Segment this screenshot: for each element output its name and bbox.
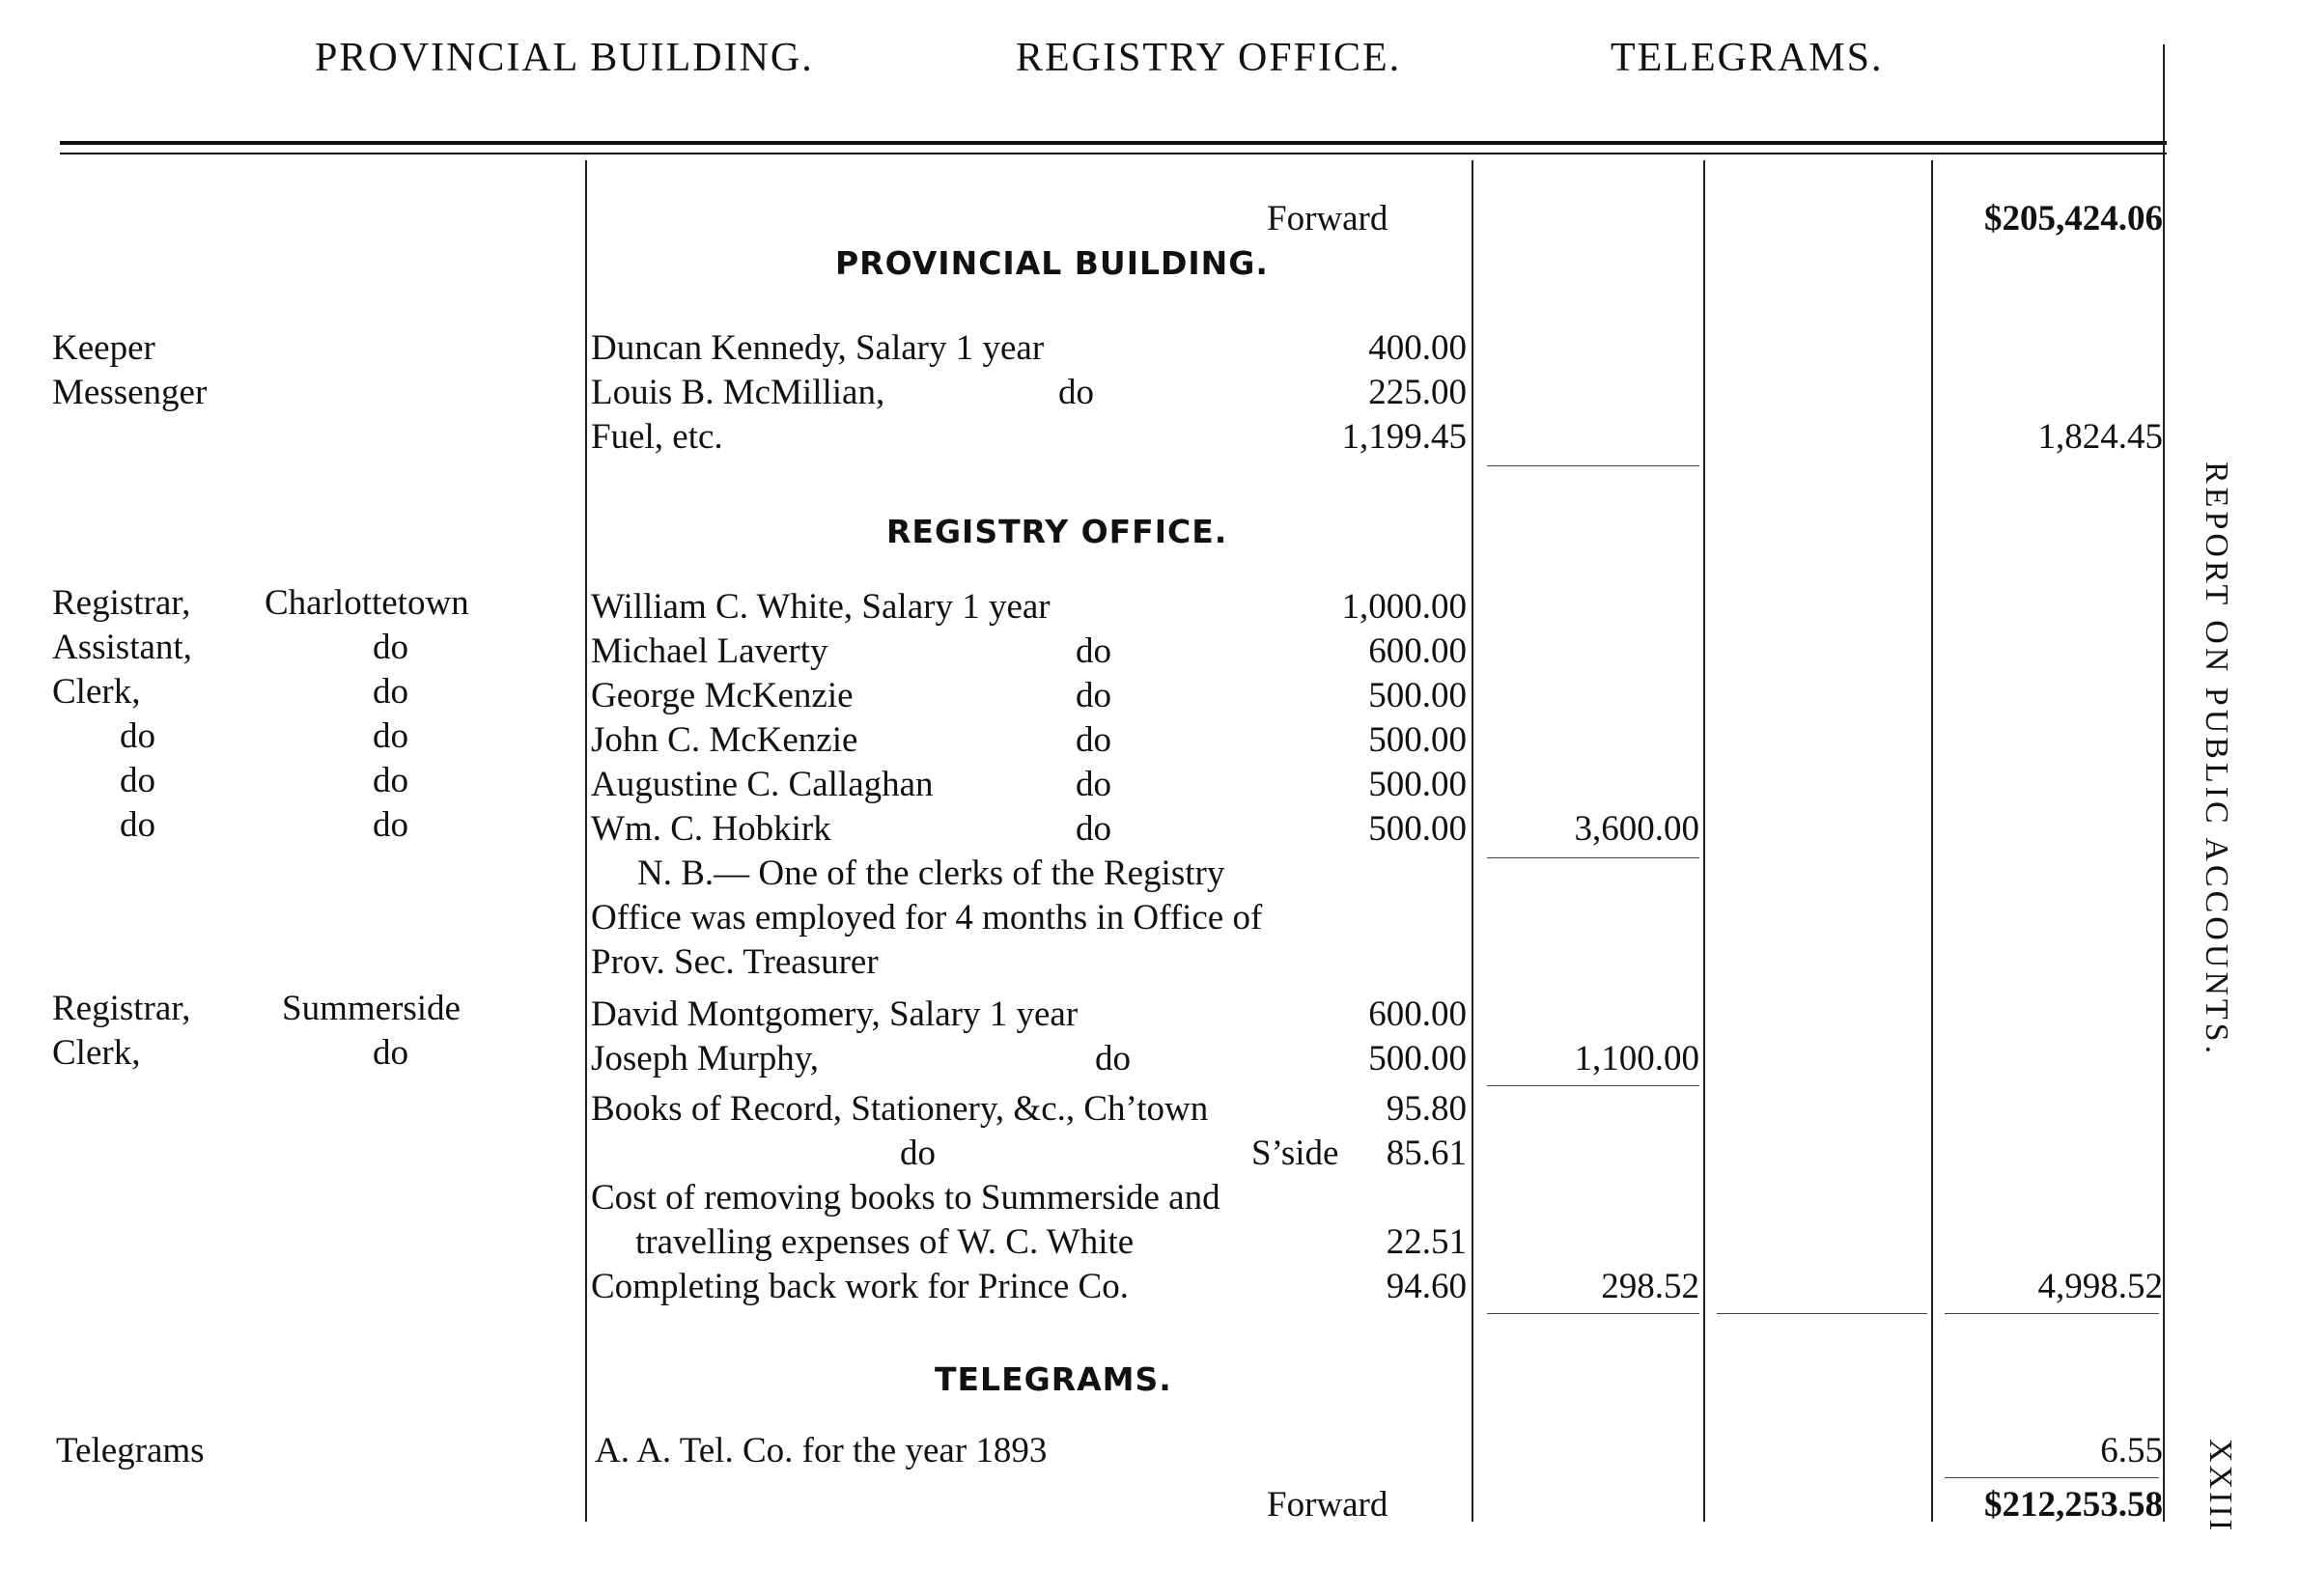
sum-rule: [1945, 1477, 2159, 1478]
place-label: S’side: [1251, 1134, 1339, 1173]
section-heading-telegrams: TELEGRAMS.: [935, 1360, 1172, 1398]
entry-description: A. A. Tel. Co. for the year 1893: [595, 1431, 1048, 1470]
column-line-amount: [1472, 160, 1473, 1522]
note-line: Prov. Sec. Treasurer: [591, 942, 879, 982]
header-right: TELEGRAMS.: [1611, 36, 1884, 80]
entry-amount: 1,000.00: [1341, 587, 1467, 627]
place-label: do: [373, 716, 408, 756]
subtotal-summerside: 1,100.00: [1574, 1039, 1699, 1078]
entry-amount: 500.00: [1368, 809, 1467, 849]
entry-amount: 94.60: [1386, 1267, 1467, 1306]
entry-description: John C. McKenzie: [591, 720, 858, 760]
entry-description: Augustine C. Callaghan: [591, 765, 934, 804]
section-total-registry-office: 4,998.52: [2037, 1267, 2163, 1306]
header-rule-thin: [60, 153, 2167, 154]
entry-description: Louis B. McMillian,: [591, 373, 885, 412]
sum-rule: [1487, 465, 1699, 466]
entry-amount: 1,199.45: [1341, 417, 1467, 457]
entry-description: David Montgomery, Salary 1 year: [591, 994, 1079, 1034]
entry-description: Fuel, etc.: [591, 417, 723, 457]
forward-top-label: Forward: [1267, 199, 1388, 238]
entry-amount: 500.00: [1368, 1039, 1467, 1078]
entry-description: William C. White, Salary 1 year: [591, 587, 1051, 627]
entry-amount: 22.51: [1386, 1222, 1467, 1262]
role-label: Clerk,: [52, 1033, 141, 1073]
entry-amount: 600.00: [1368, 994, 1467, 1034]
entry-description: Duncan Kennedy, Salary 1 year: [591, 328, 1045, 368]
role-label: Assistant,: [52, 628, 192, 667]
sum-rule: [1487, 1313, 1699, 1314]
side-running-title: REPORT ON PUBLIC ACCOUNTS.: [2199, 462, 2234, 1058]
role-label: do: [120, 761, 155, 800]
entry-amount: 85.61: [1386, 1134, 1467, 1173]
sum-rule: [1487, 1085, 1699, 1086]
sum-rule: [1487, 857, 1699, 858]
header-left: PROVINCIAL BUILDING.: [315, 36, 814, 80]
ditto-mark: do: [900, 1134, 936, 1173]
place-label: do: [373, 672, 408, 712]
header-middle: REGISTRY OFFICE.: [1016, 36, 1402, 80]
note-line: Office was employed for 4 months in Office of: [591, 898, 1263, 938]
column-line-description: [585, 160, 587, 1522]
entry-description: Cost of removing books to Summerside and: [591, 1178, 1220, 1218]
ditto-mark: do: [1076, 765, 1111, 804]
note-line: N. B.— One of the clerks of the Registry: [637, 854, 1225, 893]
role-label: do: [120, 716, 155, 756]
place-label: do: [373, 805, 408, 845]
section-total-telegrams: 6.55: [2100, 1431, 2163, 1470]
forward-top-total: $205,424.06: [1984, 199, 2163, 238]
ditto-mark: do: [1076, 809, 1111, 849]
role-label: do: [120, 805, 155, 845]
header-rule-thick: [60, 141, 2167, 145]
place-label: Summerside: [282, 989, 461, 1028]
place-label: do: [373, 761, 408, 800]
sum-rule: [1945, 1313, 2159, 1314]
entry-description: Completing back work for Prince Co.: [591, 1267, 1129, 1306]
page-edge-line: [2163, 44, 2165, 1522]
place-label: Charlottetown: [265, 583, 469, 623]
entry-amount: 500.00: [1368, 720, 1467, 760]
page-number: XXIII: [2202, 1439, 2238, 1534]
role-label: Registrar,: [52, 583, 191, 623]
ditto-mark: do: [1076, 631, 1111, 671]
ditto-mark: do: [1076, 676, 1111, 715]
forward-bottom-label: Forward: [1267, 1485, 1388, 1525]
ditto-mark: do: [1095, 1039, 1131, 1078]
role-label: Registrar,: [52, 989, 191, 1028]
sum-rule: [1717, 1313, 1927, 1314]
entry-description: Michael Laverty: [591, 631, 828, 671]
entry-amount: 600.00: [1368, 631, 1467, 671]
section-heading-provincial-building: PROVINCIAL BUILDING.: [835, 244, 1269, 282]
role-label: Telegrams: [56, 1431, 205, 1470]
role-label: Messenger: [52, 373, 208, 412]
role-label: Keeper: [52, 328, 155, 368]
subtotal-misc: 298.52: [1601, 1267, 1699, 1306]
entry-amount: 500.00: [1368, 676, 1467, 715]
ditto-mark: do: [1058, 373, 1094, 412]
forward-bottom-total: $212,253.58: [1984, 1485, 2163, 1525]
entry-description: travelling expenses of W. C. White: [635, 1222, 1135, 1262]
entry-description: Joseph Murphy,: [591, 1039, 820, 1078]
entry-amount: 400.00: [1368, 328, 1467, 368]
place-label: do: [373, 1033, 408, 1073]
column-line-subtotal: [1703, 160, 1705, 1522]
entry-amount: 500.00: [1368, 765, 1467, 804]
section-heading-registry-office: REGISTRY OFFICE.: [886, 513, 1228, 550]
entry-description: Wm. C. Hobkirk: [591, 809, 831, 849]
entry-description: George McKenzie: [591, 676, 854, 715]
section-total-provincial-building: 1,824.45: [2037, 417, 2163, 457]
subtotal-charlottetown: 3,600.00: [1574, 809, 1699, 849]
entry-amount: 95.80: [1386, 1089, 1467, 1129]
entry-amount: 225.00: [1368, 373, 1467, 412]
ditto-mark: do: [1076, 720, 1111, 760]
place-label: do: [373, 628, 408, 667]
entry-description: Books of Record, Stationery, &c., Ch’town: [591, 1089, 1209, 1129]
column-line-total: [1931, 160, 1933, 1522]
role-label: Clerk,: [52, 672, 141, 712]
